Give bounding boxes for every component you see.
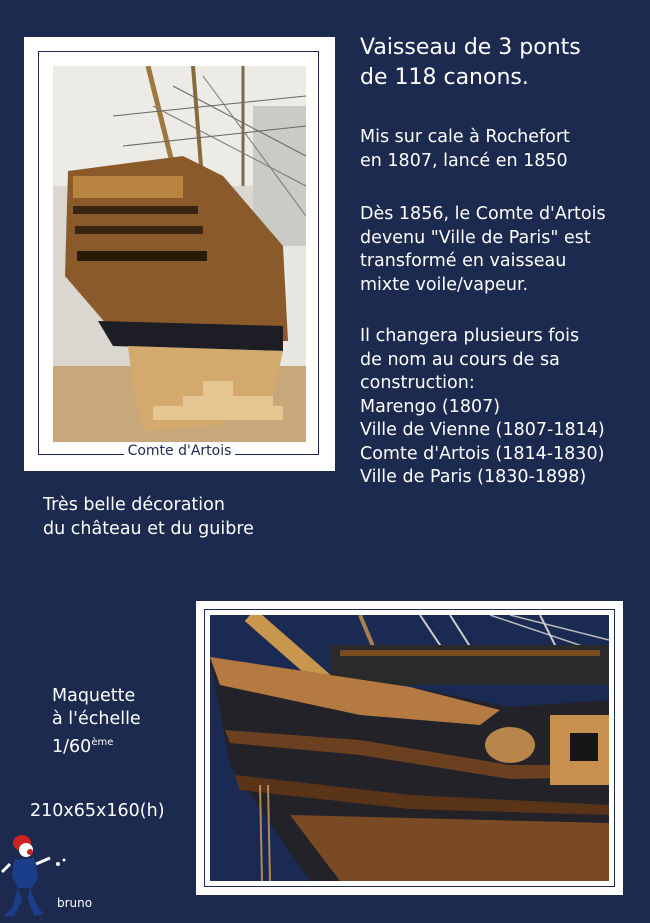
paragraph-line: devenu "Ville de Paris" est xyxy=(360,227,591,248)
photo-frame-2 xyxy=(196,601,623,895)
name-entry: Marengo (1807) xyxy=(360,396,501,417)
title-line-2: de 118 canons. xyxy=(360,65,529,90)
title-line-1: Vaisseau de 3 ponts xyxy=(360,35,581,60)
paragraph-names-history xyxy=(360,325,605,490)
paragraph-line: transformé en vaisseau xyxy=(360,251,567,271)
decoration-note xyxy=(43,493,254,541)
page-title xyxy=(360,33,581,93)
model-dimensions: 210x65x160(h) xyxy=(30,801,165,821)
paragraph-line: construction: xyxy=(360,373,475,393)
scale-info xyxy=(52,685,141,759)
paragraph-line: de nom au cours de sa xyxy=(360,349,560,370)
ship-model-photo-bow xyxy=(210,615,609,881)
photo-frame-1 xyxy=(24,37,335,471)
paragraph-line: Mis sur cale à Rochefort xyxy=(360,127,570,147)
paragraph-conversion xyxy=(360,203,606,297)
scale-ratio-suffix: ème xyxy=(91,737,114,748)
scale-ratio-value: 1/60 xyxy=(52,736,92,757)
name-entry: Comte d'Artois (1814-1830) xyxy=(360,443,605,464)
photo-1-caption xyxy=(24,443,335,459)
paragraph-line: Dès 1856, le Comte d'Artois xyxy=(360,204,606,224)
paragraph-line: en 1807, lancé en 1850 xyxy=(360,150,568,171)
photo-1-caption-text: Comte d'Artois xyxy=(124,443,236,459)
paragraph-line: mixte voile/vapeur. xyxy=(360,274,529,295)
ship-model-photo-stern xyxy=(53,66,306,442)
paragraph-line: Il changera plusieurs fois xyxy=(360,326,580,346)
name-entry: Ville de Vienne (1807-1814) xyxy=(360,420,605,440)
note-line-2: du château et du guibre xyxy=(43,519,254,539)
paragraph-construction xyxy=(360,126,570,173)
scale-line-1: Maquette xyxy=(52,686,136,706)
name-entry: Ville de Paris (1830-1898) xyxy=(360,467,587,487)
author-signature: bruno xyxy=(57,896,93,910)
scale-ratio xyxy=(52,731,141,759)
note-line-1: Très belle décoration xyxy=(43,495,225,515)
scale-line-2: à l'échelle xyxy=(52,709,141,729)
